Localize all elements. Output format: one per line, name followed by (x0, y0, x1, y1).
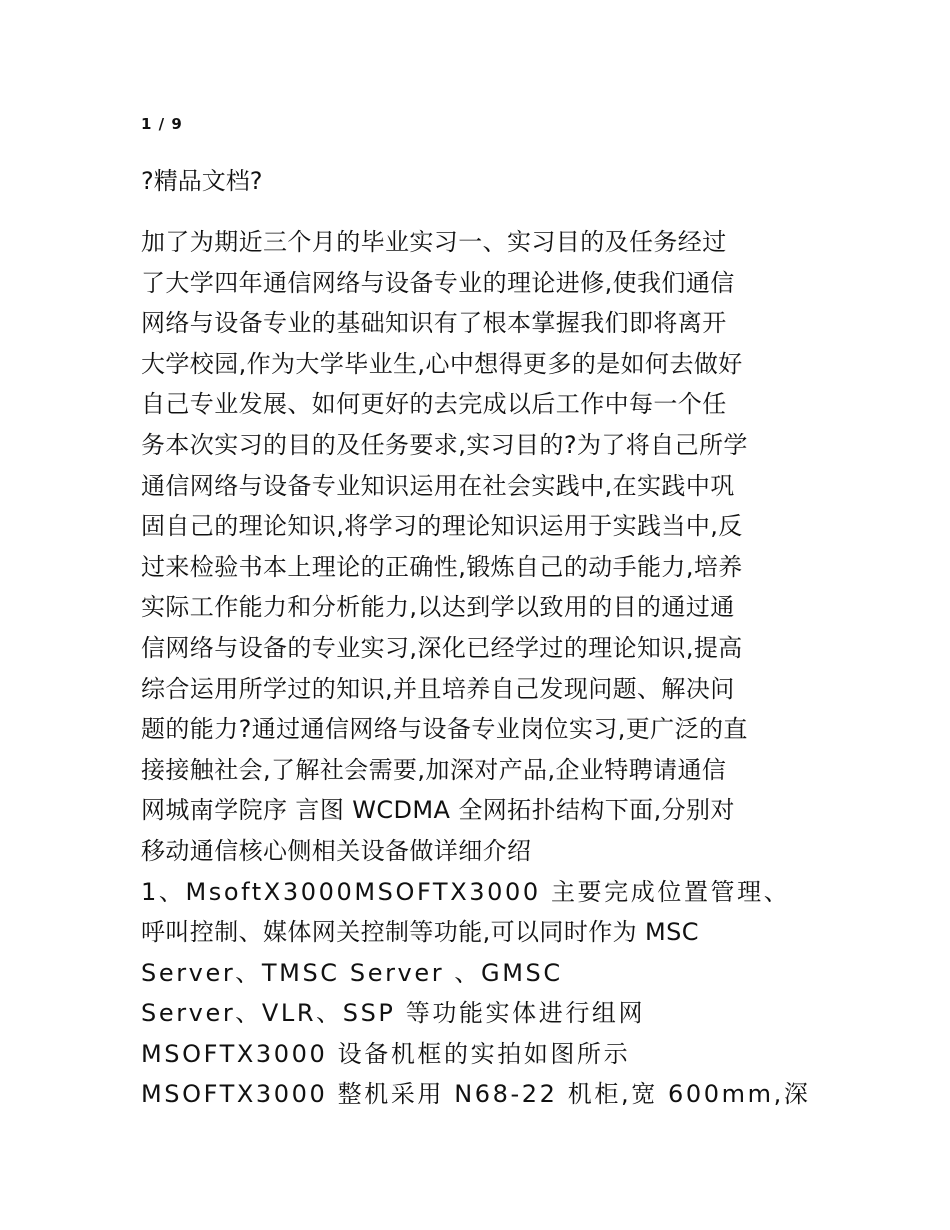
text-line: 网络与设备专业的基础知识有了根本掌握我们即将离开 (141, 309, 727, 338)
text-line: 自己专业发展、如何更好的去完成以后工作中每一个任 (141, 390, 727, 419)
text-line: 加了为期近三个月的毕业实习一、实习目的及任务经过 (141, 228, 727, 256)
text-line: 综合运用所学过的知识,并且培养自己发现问题、解决问 (141, 674, 735, 703)
text-line: 题的能力?通过通信网络与设备专业岗位实习,更广泛的直 (141, 715, 748, 744)
text-line: 过来检验书本上理论的正确性,锻炼自己的动手能力,培养 (141, 552, 743, 581)
text-line: 呼叫控制、媒体网关控制等功能,可以同时作为 MSC (141, 918, 699, 947)
text-line: MSOFTX3000 整机采用 N68-22 机柜,宽 600mm,深 (141, 1080, 811, 1109)
text-line: 通信网络与设备专业知识运用在社会实践中,在实践中巩 (141, 471, 735, 500)
text-line: 了大学四年通信网络与设备专业的理论进修,使我们通信 (141, 268, 735, 297)
text-line: 固自己的理论知识,将学习的理论知识运用于实践当中,反 (141, 512, 743, 541)
text-line: 网城南学院序 言图 WCDMA 全网拓扑结构下面,分别对 (141, 796, 735, 825)
text-line: Server、TMSC Server 、GMSC (141, 958, 563, 987)
text-line: Server、VLR、SSP 等功能实体进行组网 (141, 999, 646, 1028)
text-line: MSOFTX3000 设备机框的实拍如图所示 (141, 1039, 631, 1068)
page-number: 1 / 9 (141, 115, 183, 133)
text-line: 大学校园,作为大学毕业生,心中想得更多的是如何去做好 (141, 349, 743, 378)
text-line: 务本次实习的目的及任务要求,实习目的?为了将自己所学 (141, 430, 748, 459)
text-line: 接接触社会,了解社会需要,加深对产品,企业特聘请通信 (141, 755, 727, 784)
text-line: 实际工作能力和分析能力,以达到学以致用的目的通过通 (141, 593, 735, 622)
text-line: 信网络与设备的专业实习,深化已经学过的理论知识,提高 (141, 633, 743, 662)
document-header: ?精品文档? (141, 167, 263, 195)
text-line: 1、MsoftX3000MSOFTX3000 主要完成位置管理、 (141, 877, 791, 906)
body-text (141, 222, 831, 1115)
text-line: 移动通信核心侧相关设备做详细介绍 (141, 836, 532, 865)
